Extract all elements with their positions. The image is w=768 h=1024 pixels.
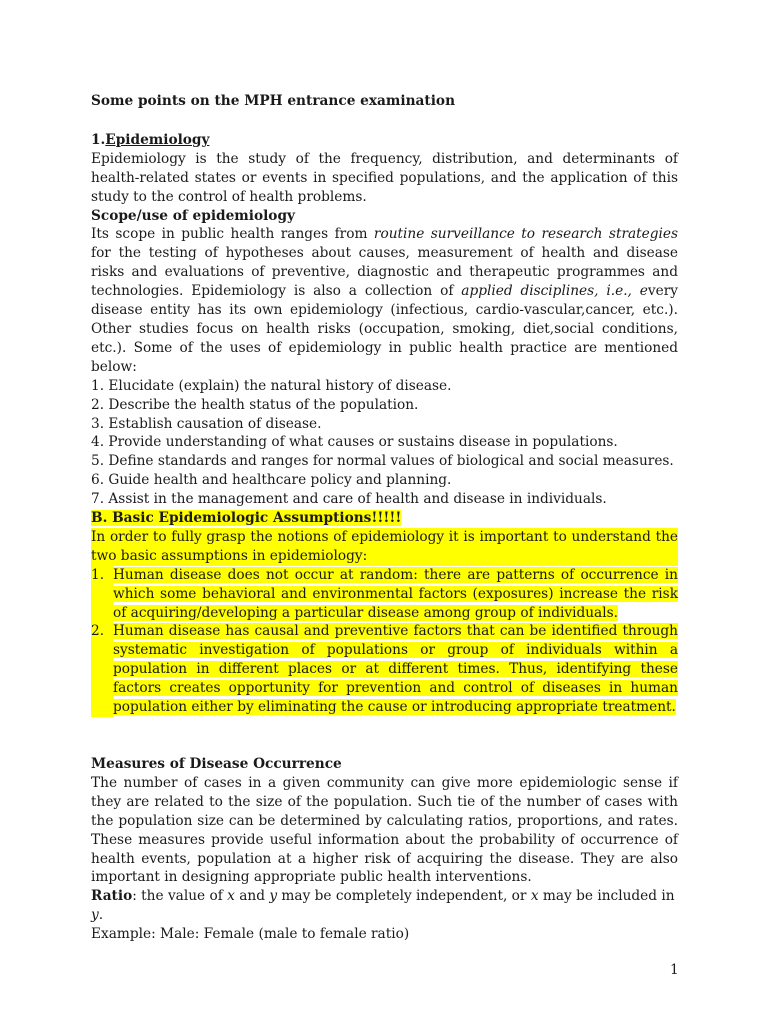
uses-item: 7. Assist in the management and care of health and disease in individuals. [91, 491, 607, 508]
assumption-marker: 2. [91, 622, 113, 717]
scope-text-3: very disease entity has its own epidemiology (infectious, cardio-vascular,cancer, etc.). Other studies focus on health risks (occupation, smoking, diet,social conditions, etc.). Some of the uses of epidemiology in public health practice are mentioned below: [91, 283, 678, 375]
uses-item: 3. Establish causation of disease. [91, 415, 322, 432]
ratio-text: . [98, 907, 104, 924]
ratio-text: : the value of [132, 888, 228, 905]
document-title: Some points on the MPH entrance examination [91, 93, 456, 109]
ratio-var-y: y [91, 907, 99, 924]
assumption-text: Human disease does not occur at random: there are patterns of occurrence in which some behavioral and environmental factors (exposures) increase the risk of acquiring/developing a particular disease among group of individuals. [113, 566, 678, 621]
uses-item: 2. Describe the health status of the population. [91, 396, 419, 413]
ratio-var-x: x [530, 888, 539, 905]
definition-paragraph: Epidemiology is the study of the frequency, distribution, and determinants of health-related states or events in specified populations, and the application of this study to the control of health problems. [91, 150, 678, 205]
assumption-text: Human disease has causal and preventive factors that can be identified through systematic investigation of populations or group of individuals within a population in different places or at different times. Thus, identifying these factors creates opportunity for prevention and control of diseases in human population either by eliminating the cause or introducing appropriate treatment. [113, 623, 678, 716]
ratio-text: and [234, 888, 270, 905]
ratio-definition [91, 887, 678, 925]
measures-paragraph: The number of cases in a given community can give more epidemiologic sense if they are related to the size of the population. Such tie of the number of cases with the population size can be determined by calculating ratios, proportions, and rates. These measures provide useful information about the probability of occurrence of health events, population at a higher risk of acquiring the disease. They are also important in designing appropriate public health interventions. [91, 774, 678, 886]
page-number: 1 [670, 962, 679, 978]
ratio-var-x: x [227, 888, 235, 905]
uses-item: 1. Elucidate (explain) the natural history of disease. [91, 377, 452, 394]
assumptions-list [91, 566, 678, 717]
document-body [91, 92, 678, 944]
section-number: 1. [91, 131, 106, 148]
uses-item: 4. Provide understanding of what causes or sustains disease in populations. [91, 434, 618, 451]
assumptions-heading [91, 509, 678, 528]
scope-emphasis-1: routine surveillance to research strategies [373, 226, 679, 243]
uses-list [91, 377, 678, 509]
uses-item: 6. Guide health and healthcare policy and planning. [91, 472, 452, 489]
scope-emphasis-2: applied disciplines, i.e., e [461, 283, 648, 300]
scope-paragraph [91, 225, 678, 376]
measures-heading: Measures of Disease Occurrence [91, 756, 342, 772]
assumption-item [91, 566, 678, 623]
scope-text-2: for the testing of hypotheses about causes, measurement of health and disease risks and evaluations of preventive, diagnostic and therapeutic programmes and technologies. Epidemiology is also a collection of [91, 245, 678, 300]
assumption-item [91, 622, 678, 717]
scope-heading: Scope/use of epidemiology [91, 207, 295, 224]
ratio-text: may be included in [538, 888, 675, 905]
assumption-marker: 1. [91, 566, 113, 623]
ratio-label: Ratio [91, 888, 133, 905]
scope-text-1: Its scope in public health ranges from [91, 226, 374, 243]
ratio-var-y: y [269, 888, 278, 905]
section-title: Epidemiology [105, 131, 210, 148]
section-heading-epidemiology [91, 131, 678, 150]
assumptions-heading-text: B. Basic Epidemiologic Assumptions!!!!! [91, 510, 402, 527]
assumptions-intro: In order to fully grasp the notions of epidemiology it is important to understand the two basic assumptions in epidemiology: [91, 528, 678, 564]
ratio-text: may be completely independent, or [277, 888, 531, 905]
uses-item: 5. Define standards and ranges for normal values of biological and social measures. [91, 453, 674, 470]
ratio-example: Example: Male: Female (male to female ratio) [91, 926, 410, 943]
